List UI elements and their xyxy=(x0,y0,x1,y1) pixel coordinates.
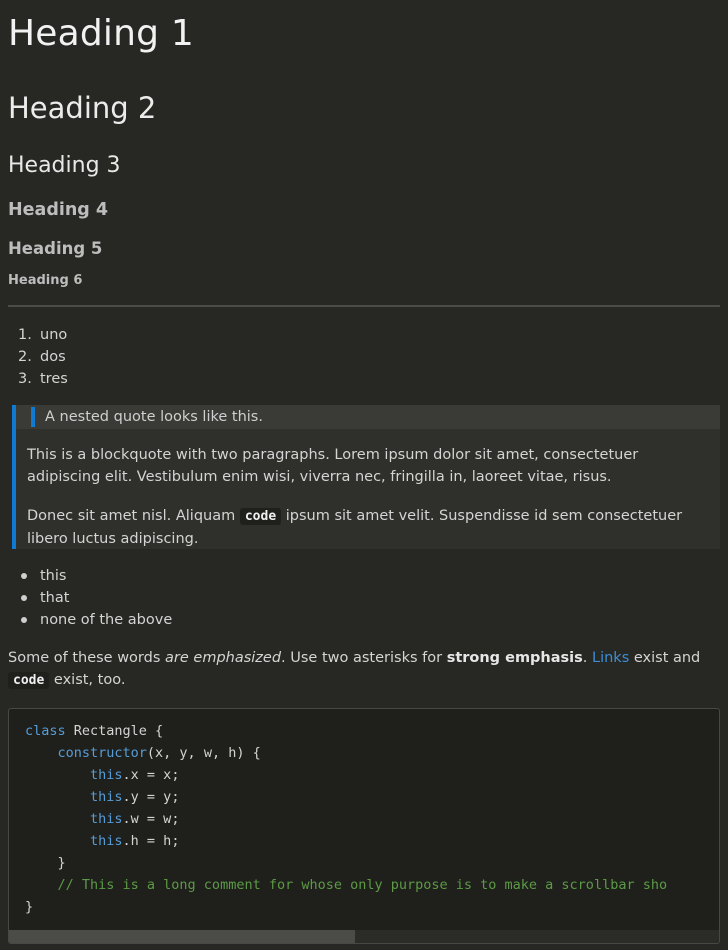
list-item xyxy=(8,565,172,587)
link[interactable]: Links xyxy=(592,650,630,666)
bullet-icon xyxy=(21,573,27,579)
paragraph xyxy=(8,647,720,692)
quote-bar xyxy=(31,407,35,427)
list-number: 3. xyxy=(18,371,32,387)
blockquote-paragraph-2 xyxy=(27,505,707,550)
list-item-text: tres xyxy=(40,371,68,387)
bullet-icon xyxy=(21,617,27,623)
emphasis-text: are emphasized xyxy=(165,650,282,666)
list-number: 2. xyxy=(18,349,32,365)
code-text: .y = y; xyxy=(122,789,180,805)
horizontal-scrollbar[interactable] xyxy=(9,930,719,943)
text: exist, too. xyxy=(49,672,126,688)
code-line xyxy=(25,830,667,852)
horizontal-rule xyxy=(8,305,720,307)
list-item xyxy=(8,324,68,346)
nested-blockquote xyxy=(16,405,720,429)
list-item xyxy=(8,609,172,631)
list-item xyxy=(8,346,68,368)
heading-1: Heading 1 xyxy=(8,13,194,54)
keyword: constructor xyxy=(57,745,147,761)
keyword: this xyxy=(90,789,123,805)
blockquote xyxy=(12,405,720,549)
keyword: class xyxy=(25,723,66,739)
code-text: .h = h; xyxy=(122,833,180,849)
text: Some of these words xyxy=(8,650,166,666)
keyword: this xyxy=(90,811,123,827)
heading-3: Heading 3 xyxy=(8,153,121,178)
inline-code: code xyxy=(240,508,281,525)
unordered-list xyxy=(8,565,172,631)
text: . xyxy=(582,650,592,666)
strong-text: strong emphasis xyxy=(446,650,583,666)
code-comment: // This is a long comment for whose only purpose is to make a scrollbar sho xyxy=(25,877,668,893)
code-text: } xyxy=(25,899,34,915)
code-content xyxy=(25,720,667,918)
code-line xyxy=(25,852,667,874)
code-text: Rectangle { xyxy=(65,723,164,739)
ordered-list xyxy=(8,324,68,390)
code-text: .x = x; xyxy=(122,767,180,783)
bullet-icon xyxy=(21,595,27,601)
list-item-text: this xyxy=(40,568,67,584)
indent xyxy=(25,745,58,761)
keyword: this xyxy=(90,767,123,783)
keyword: this xyxy=(90,833,123,849)
text: Donec sit amet nisl. Aliquam xyxy=(27,508,240,524)
code-text: .w = w; xyxy=(122,811,180,827)
text: exist and xyxy=(629,650,701,666)
heading-2: Heading 2 xyxy=(8,91,157,125)
code-block[interactable] xyxy=(8,708,720,944)
nested-quote-text: A nested quote looks like this. xyxy=(45,409,263,425)
code-line xyxy=(25,874,667,896)
code-line xyxy=(25,720,667,742)
code-text: (x, y, w, h) { xyxy=(146,745,261,761)
text: ipsum sit amet velit. Suspendisse id sem consectetuer libero luctus adipiscing. xyxy=(27,508,683,547)
heading-5: Heading 5 xyxy=(8,239,103,258)
code-text: } xyxy=(25,855,66,871)
list-item xyxy=(8,368,68,390)
inline-code: code xyxy=(8,672,49,689)
code-line xyxy=(25,808,667,830)
list-item xyxy=(8,587,172,609)
code-line xyxy=(25,896,667,918)
heading-4: Heading 4 xyxy=(8,200,109,220)
text: . Use two asterisks for xyxy=(281,650,447,666)
list-item-text: dos xyxy=(40,349,66,365)
list-item-text: none of the above xyxy=(40,612,173,628)
scrollbar-thumb[interactable] xyxy=(9,930,355,943)
code-line xyxy=(25,742,667,764)
code-line xyxy=(25,786,667,808)
list-item-text: that xyxy=(40,590,70,606)
code-line xyxy=(25,764,667,786)
list-item-text: uno xyxy=(40,327,68,343)
list-number: 1. xyxy=(18,327,32,343)
heading-6: Heading 6 xyxy=(8,273,83,288)
blockquote-paragraph-1: This is a blockquote with two paragraphs. Lorem ipsum dolor sit amet, consectetuer adipiscing elit. Vestibulum enim wisi, viverra nec, fringilla in, laoreet vitae, risus. xyxy=(27,447,639,485)
